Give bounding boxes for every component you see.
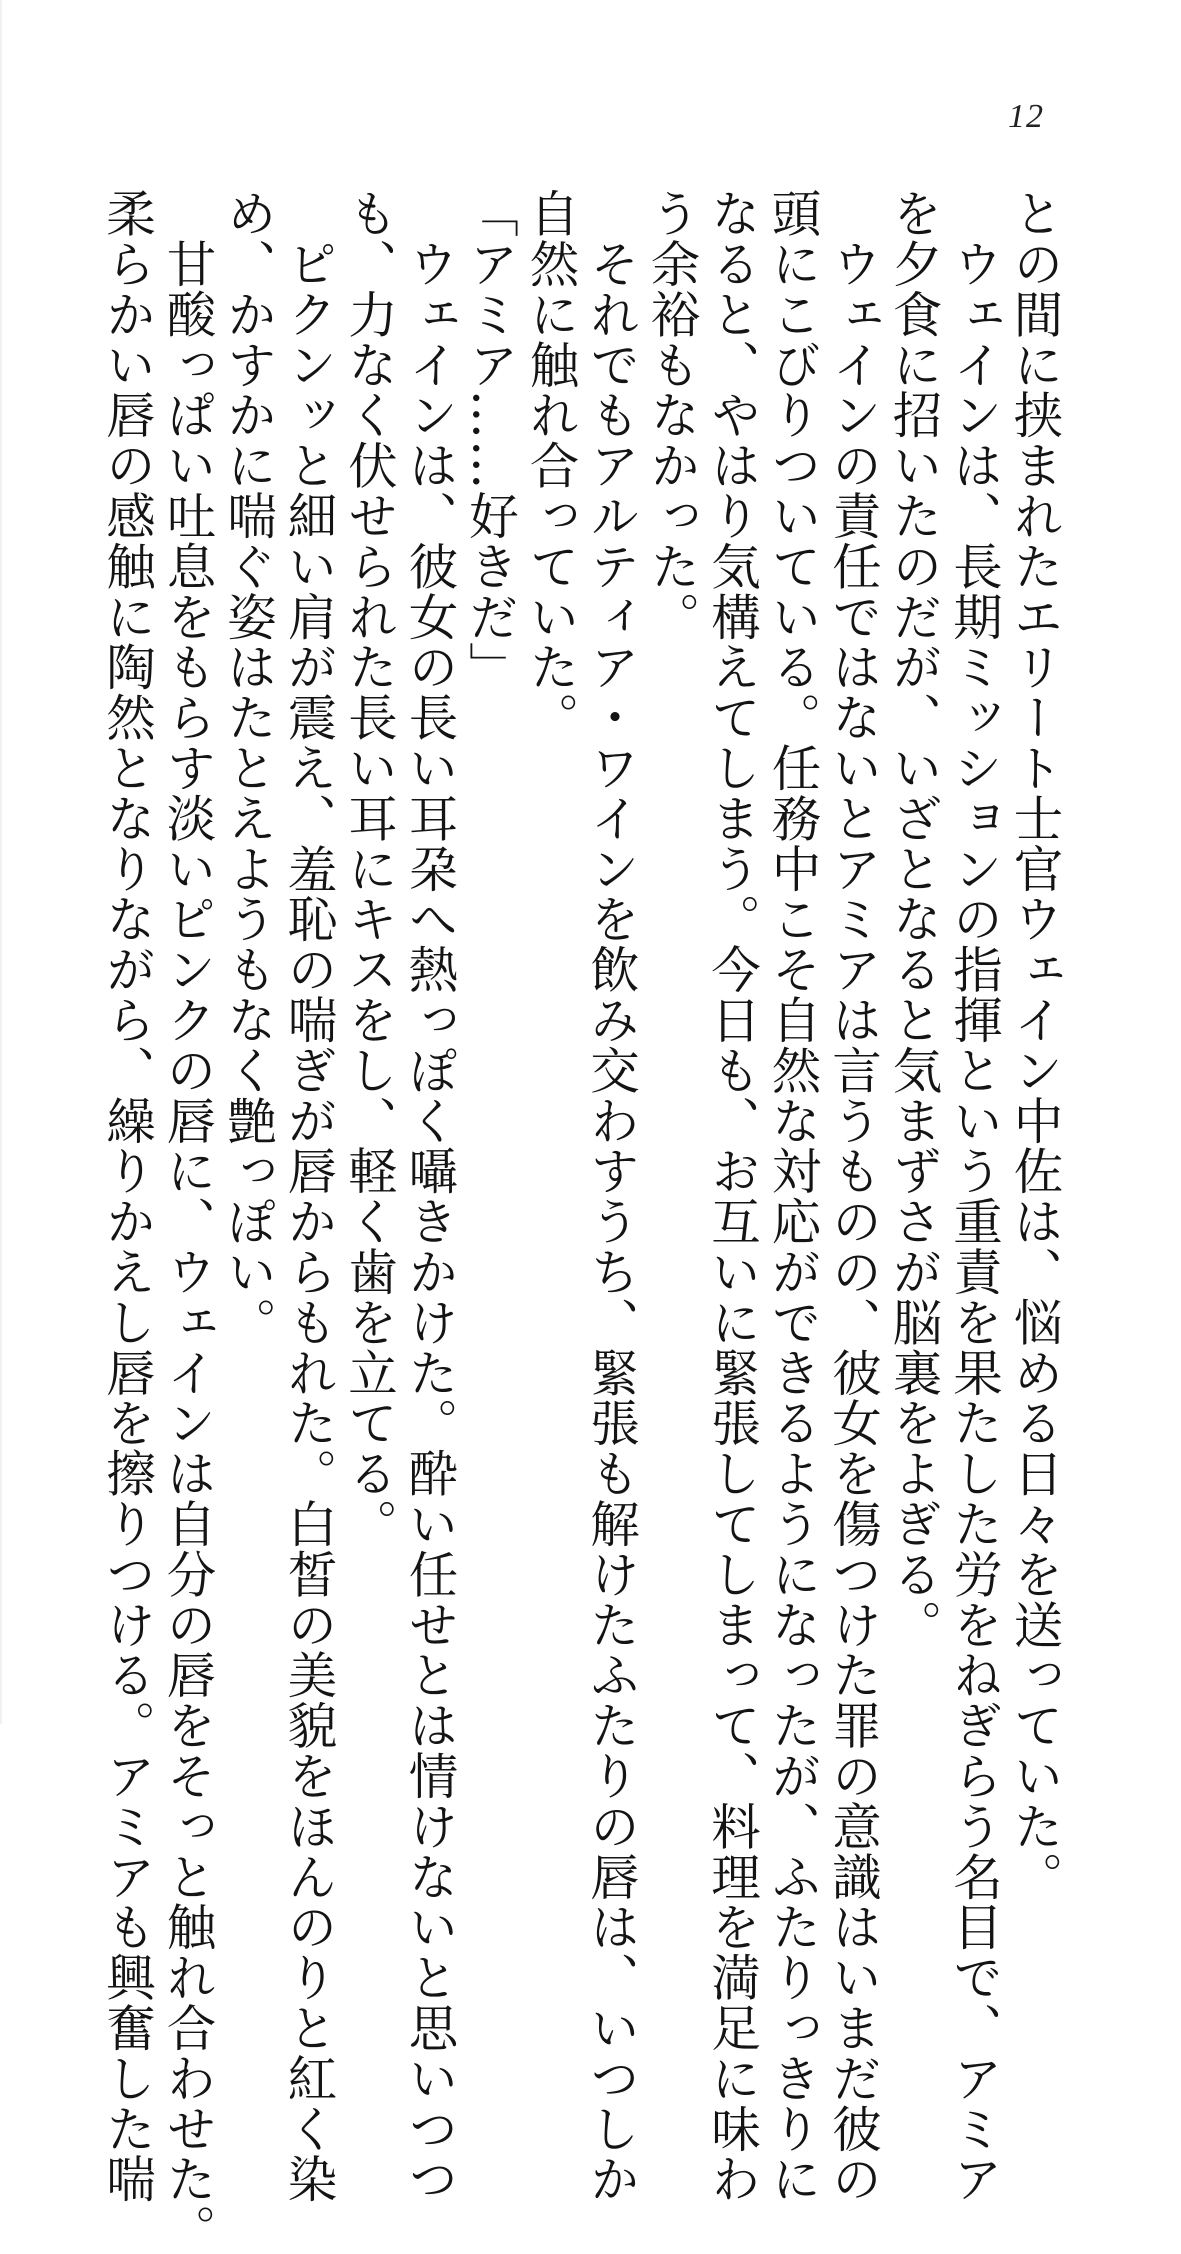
- text-line: 甘酸っぱい吐息をもらす淡いピンクの唇に、ウェインは自分の唇をそっと触れ合わせた。: [159, 188, 217, 2254]
- page-number: 12: [1008, 98, 1044, 135]
- text-line: なると、やはり気構えてしまう。今日も、お互いに緊張してしまって、料理を満足に味わ: [703, 188, 762, 2204]
- text-line: う余裕もなかった。: [643, 188, 701, 642]
- text-line: ウェインの責任ではないとアミアは言うものの、彼女を傷つけた罪の意識はいまだ彼の: [824, 188, 883, 2205]
- text-line: ウェインは、彼女の長い耳朶へ熱っぽく囁きかけた。酔い任せとは情けないと思いつつ: [401, 188, 459, 2204]
- text-line: を夕食に招いたのだが、いざとなると気まずさが脳裏をよぎる。: [885, 188, 943, 1650]
- text-line: ピクンッと細い肩が震え、羞恥の喘ぎが唇からもれた。白皙の美貌をほんのりと紅く染: [280, 188, 338, 2204]
- vertical-text-body: [65, 188, 1065, 2254]
- page-edge: [0, 0, 2, 1724]
- text-line: との間に挟まれたエリート士官ウェイン中佐は、悩める日々を送っていた。: [1006, 188, 1064, 1902]
- text-line: め、かすかに喘ぐ姿はたとえようもなく艶っぽい。: [219, 188, 278, 1348]
- text-line: それでもアルティア・ワインを飲み交わすうち、緊張も解けたふたりの唇は、いつしか: [582, 188, 641, 2204]
- text-line: 頭にこびりついている。任務中こそ自然な対応ができるようになったが、ふたりっきりに: [764, 188, 822, 2204]
- text-line: 柔らかい唇の感触に陶然となりながら、繰りかえし唇を擦りつける。アミアも興奮した喘: [98, 188, 157, 2204]
- text-line: も、力なく伏せられた長い耳にキスをし、軽く歯を立てる。: [340, 188, 399, 1549]
- text-line: 自然に触れ合っていた。: [522, 188, 580, 743]
- text-line: 「アミア……好きだ」: [461, 188, 520, 692]
- text-line: ウェインは、長期ミッションの指揮という重責を果たした労をねぎらう名目で、アミア: [945, 188, 1004, 2204]
